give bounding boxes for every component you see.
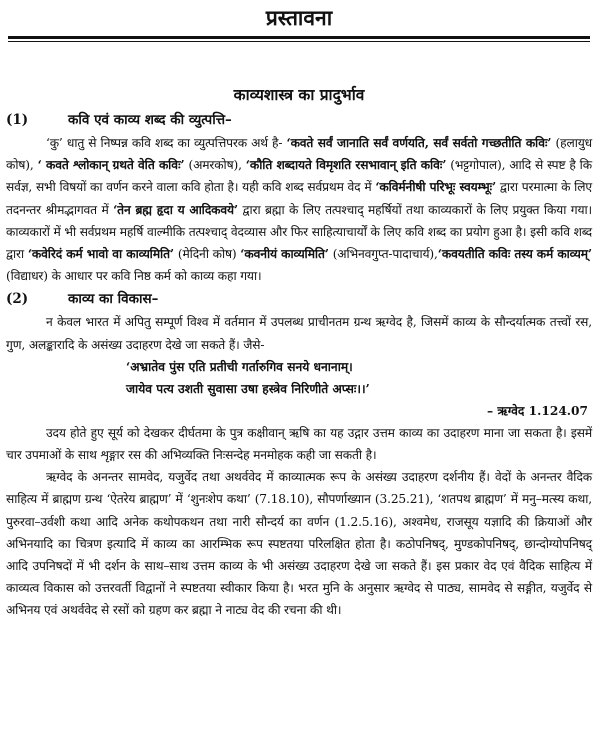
document-page [6,0,592,737]
section-heading-text: काव्य का विकास– [68,291,159,308]
text-run: (विद्याधर) के आधार पर कवि निष्ठ कर्म को काव्य कहा गया। [6,269,262,284]
section-heading-text: कवि एवं काव्य शब्द की व्युत्पत्ति– [68,112,232,128]
text-run: द्वारा ब्रह्मा के लिए तत्पश्चाद् महर्षियों तथा काव्यकारों के लिए प्रयुक्त किया गया। काव्यकारों में भी सर्वप्रथम महर्षि वाल्मीकि तत्पश्चाद् वेदव्यास और फिर साहित्याचार्यों के लिए कवि शब्द का प्रयोग हुआ है। इसी कवि शब्द द्वारा [6,202,592,262]
quote: ‘कवेरिदं कर्म भावो वा काव्यमिति’ [27,247,175,262]
section-heading-1 [6,108,592,132]
text-run: द्वारा परमात्मा के लिए तदनन्तर श्रीमद्भागवत में [6,180,592,217]
text-run: (भट्टगोपाल), आदि से स्पष्ट है कि सर्वज्ञ, सभी विषयों का वर्णन करने वाला कवि होता है। यही कवि शब्द सर्वप्रथम वेद में [6,158,593,195]
quote: ‘कविर्मनीषी परिभूः स्वयम्भूः’ [375,180,497,195]
title-rule-thin [8,41,590,42]
text-run: (अभिनवगुप्त-पादाचार्य), [328,247,438,262]
quote: ‘कवनीयं काव्यमिति’ [240,247,329,262]
quote: ‘कवयतीति कविः तस्य कर्म काव्यम्’ [437,247,592,262]
quote: ‘कवते सर्वं जानाति सर्वं वर्णयति, सर्वं सर्वतो गच्छतीति कविः’ [286,136,552,150]
section-number: (1) [6,112,29,128]
page-title: प्रस्तावना [265,5,333,30]
paragraph-commentary: उदय होते हुए सूर्य को देखकर दीर्घतमा के पुत्र कक्षीवान् ऋषि का यह उद्गार उत्तम काव्य का उदाहरण माना जा सकता है। इसमें चार उपमाओं के साथ शृङ्गार रस की अभिव्यक्ति निःसन्देह मनमोहक कही जा सकती है। [6,425,592,463]
verse-citation: – ऋग्वेद 1.124.07 [486,403,588,418]
section-heading-2 [6,287,592,311]
text-run: (मेदिनी कोष) [174,247,241,262]
verse-line-1: ‘अभ्रातेव पुंस एति प्रतीची गर्तारुगिव सनये धनानाम्। [126,359,353,374]
text-run: ‘कु’ धातु से निष्पन्न कवि शब्द का व्युत्पत्तिपरक अर्थ है- [46,136,287,150]
quote: ‘तेन ब्रह्म हृदा य आदिकवये’ [113,202,239,217]
title-rule-thick [8,36,590,39]
section-title: काव्यशास्त्र का प्रादुर्भाव [233,85,365,104]
paragraph-vedic-literature: ऋग्वेद के अनन्तर सामवेद, यजुर्वेद तथा अथर्ववेद में काव्यात्मक रूप के असंख्य उदाहरण दर्शनीय हैं। वेदों के अनन्तर वैदिक साहित्य में ब्राह्मण ग्रन्थ ‘ऐतरेय ब्राह्मण’ में ‘शुनःशेप कथा’ (7.18.10), सौपर्णाख्यान (3.25.21), ‘शतपथ ब्राह्मण’ में मनु–मत्स्य कथा, पुरुरवा–उर्वशी कथा आदि अनेक कथोपकथन तथा नारी सौन्दर्य का वर्णन (1.2.5.16), अश्वमेध, राजसूय यज्ञादि की क्रियाओं और अभिनयादि का चित्रण इत्यादि में काव्य का आरम्भिक रूप स्पष्टतया परिलक्षित होता है। कठोपनिषद्, मुण्डकोपनिषद्, छान्दोग्योपनिषद् आदि उपनिषदों में भी दर्शन के साथ–साथ उत्तम काव्य के भी असंख्य उदाहरण देखे जा सकते हैं। इस प्रकार वेद एवं वैदिक साहित्य में काव्यत्व विकास को उत्तरवर्ती विद्वानों ने स्पष्टतया स्वीकार किया है। भरत मुनि के अनुसार ऋग्वेद से पाठ्य, सामवेद से सङ्गीत, यजुर्वेद से अभिनय एवं अथर्ववेद से रसों को ग्रहण कर ब्रह्मा ने नाट्य वेद की रचना की थी। [6,470,592,618]
section-number: (2) [6,291,29,308]
quote: ‘कौति शब्दायते विमृशति रसभावान् इति कविः’ [245,158,447,173]
paragraph-etymology [6,132,592,287]
text-run: (हलायुध कोष), [6,136,592,173]
paragraph-development: न केवल भारत में अपितु सम्पूर्ण विश्व में वर्तमान में उपलब्ध प्राचीनतम ग्रन्थ ऋग्वेद है, जिसमें काव्य के सौन्दर्यात्मक तत्त्वों रस, गुण, अलङ्कारादि के असंख्य उदाहरण देखे जा सकते हैं। जैसे- [6,315,592,352]
verse-line-2: जायेव पत्य उशती सुवासा उषा हस्त्रेव निरिणीते अप्सः।।’ [126,381,370,396]
text-run: (अमरकोष), [184,158,246,173]
quote: ‘ कवते श्लोकान् ग्रथते वेति कविः’ [37,158,185,173]
